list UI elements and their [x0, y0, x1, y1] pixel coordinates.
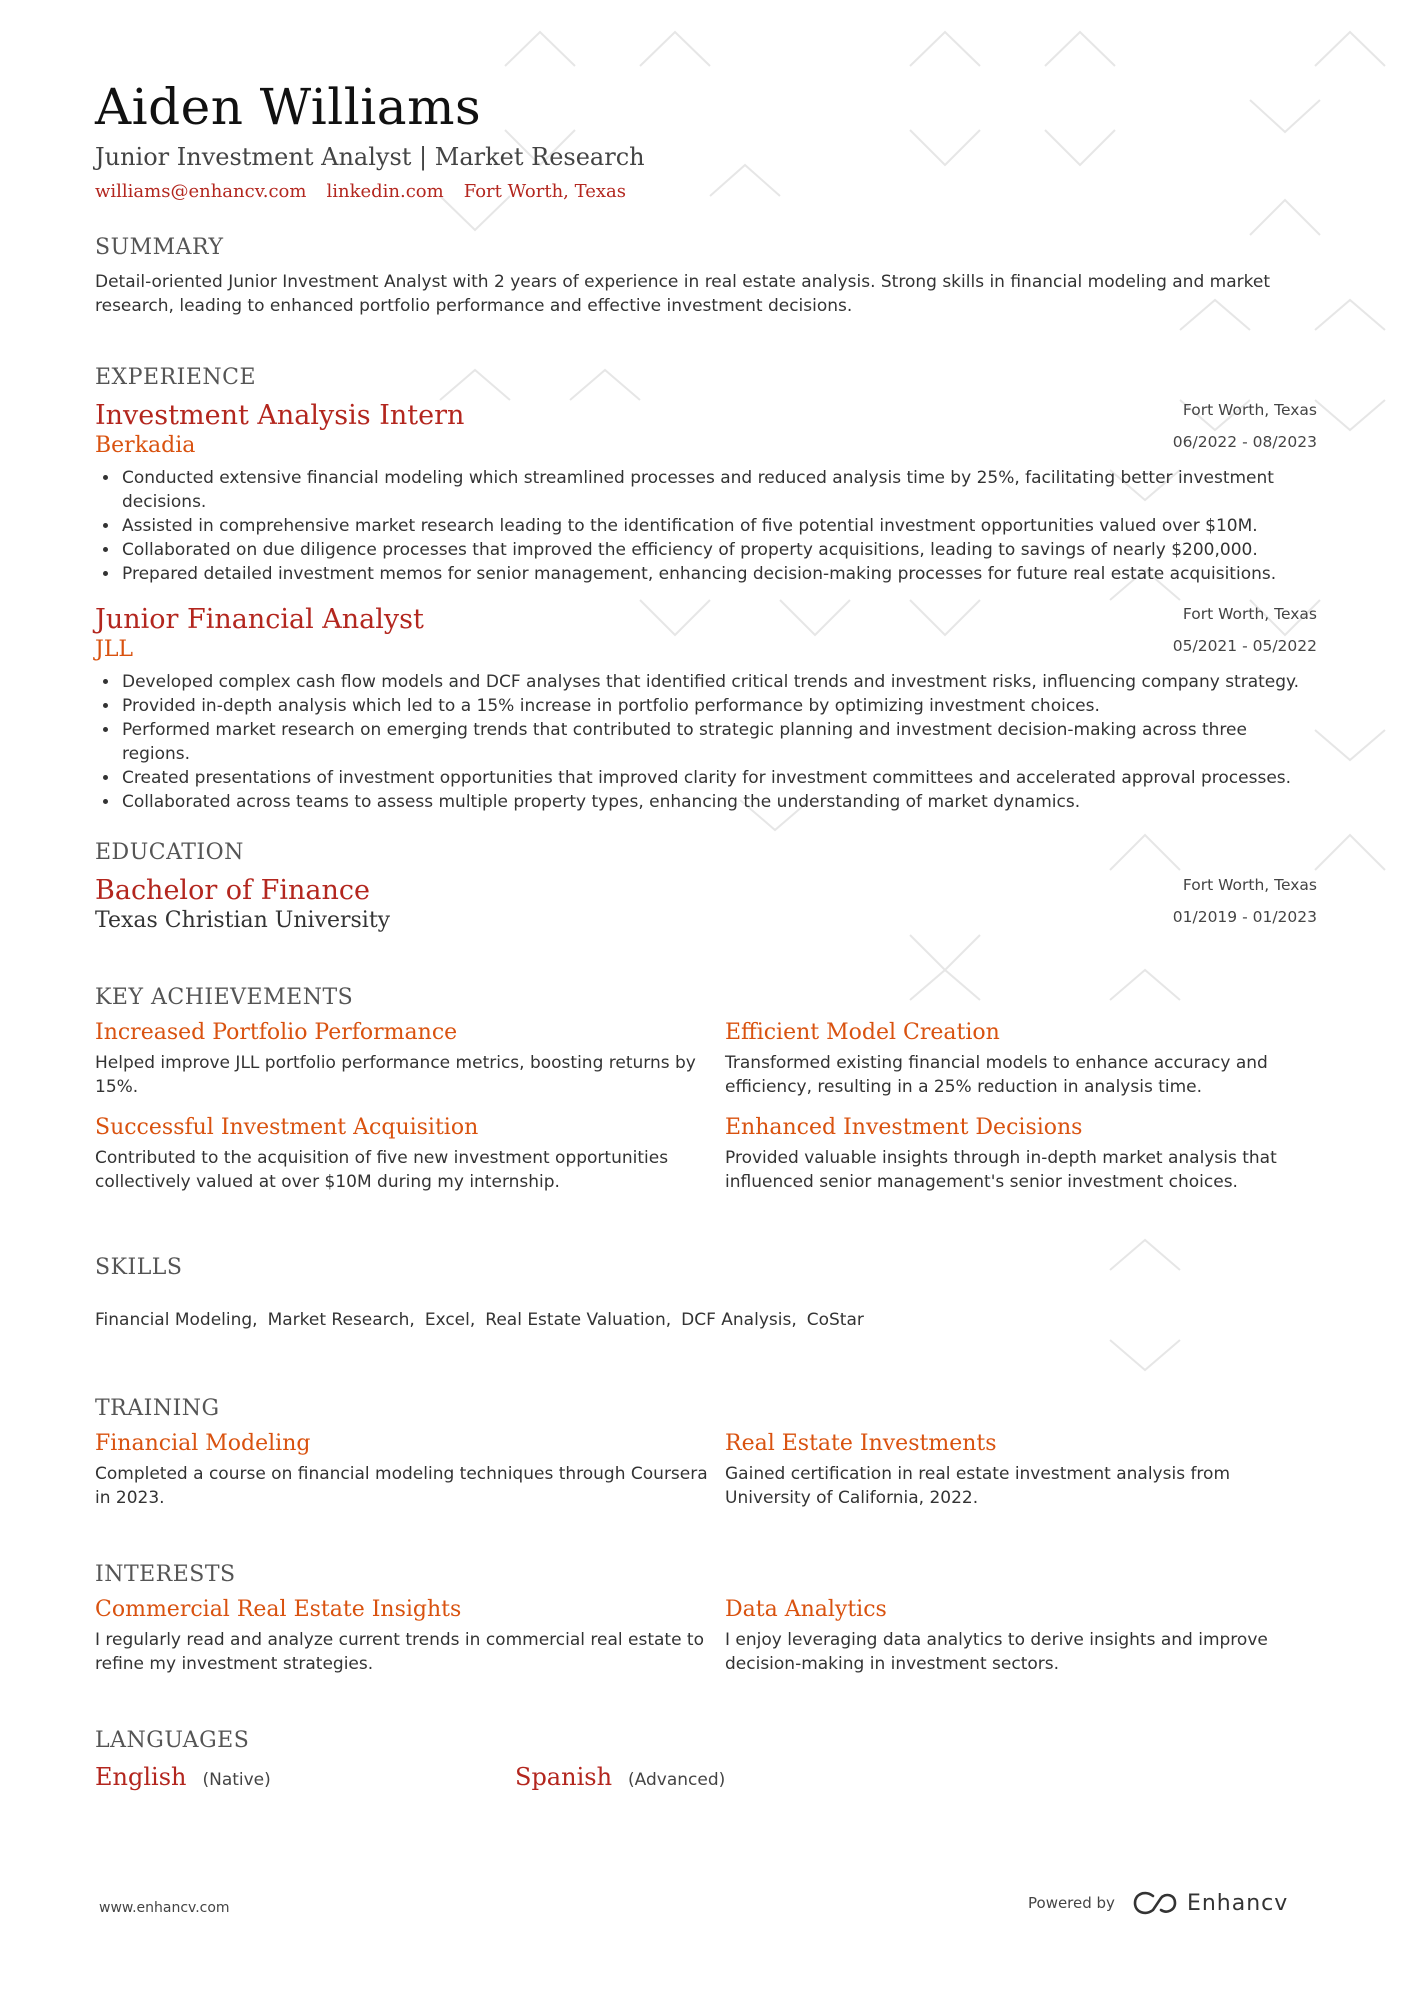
interest-item [725, 1597, 1317, 1676]
job-company: JLL [95, 637, 134, 662]
job-bullet: • Created presentations of investment opportunities that improved clarity for investment committees and accelerated approval processes. [120, 766, 1317, 790]
languages-section [95, 1728, 1317, 1791]
languages-list [95, 1763, 1317, 1791]
skill-item: Real Estate Valuation, [485, 1310, 672, 1330]
skill-item: Financial Modeling, [95, 1310, 258, 1330]
summary-section [95, 235, 1317, 318]
email-link[interactable]: williams@enhancv.com [95, 181, 307, 202]
training-grid [95, 1431, 1317, 1510]
job-dates: 05/2021 - 05/2022 [1172, 637, 1317, 655]
job-title: Junior Financial Analyst [95, 604, 424, 635]
training-title: Real Estate Investments [725, 1431, 997, 1456]
job-bullet: • Provided in-depth analysis which led to a 15% increase in portfolio performance by optimizing investment choices. [120, 694, 1317, 718]
achievements-grid [95, 1020, 1317, 1194]
achievements-heading: KEY ACHIEVEMENTS [95, 985, 354, 1010]
skill-item: CoStar [806, 1310, 864, 1330]
achievement-title: Successful Investment Acquisition [95, 1115, 479, 1140]
skill-item: DCF Analysis, [681, 1310, 797, 1330]
job-meta [1173, 598, 1317, 662]
training-item [95, 1431, 725, 1510]
job-company: Berkadia [95, 433, 196, 458]
training-heading: TRAINING [95, 1396, 220, 1421]
skill-item: Excel, [424, 1310, 476, 1330]
training-title: Financial Modeling [95, 1431, 311, 1456]
job-entry [95, 400, 1317, 586]
achievement-title: Efficient Model Creation [725, 1020, 1000, 1045]
training-section [95, 1396, 1317, 1510]
education-location: Fort Worth, Texas [1182, 876, 1317, 894]
achievement-desc: Contributed to the acquisition of five new investment opportunities collectively valued at over $10M during my internship. [95, 1148, 669, 1192]
candidate-title: Junior Investment Analyst | Market Research [95, 143, 645, 171]
brand-logo[interactable] [1133, 1890, 1288, 1916]
language-item [515, 1763, 725, 1791]
job-bullet: • Assisted in comprehensive market research leading to the identification of five potential investment opportunities valued over $10M. [120, 514, 1317, 538]
job-bullet: • Developed complex cash flow models and DCF analyses that identified critical trends and investment risks, influencing company strategy. [120, 670, 1317, 694]
skills-heading: SKILLS [95, 1255, 183, 1280]
language-name: Spanish [515, 1763, 613, 1791]
job-title: Investment Analysis Intern [95, 400, 465, 431]
brand-name: Enhancv [1186, 1890, 1289, 1916]
achievement-item [725, 1115, 1317, 1194]
experience-heading: EXPERIENCE [95, 365, 257, 390]
job-bullet: • Collaborated across teams to assess multiple property types, enhancing the understanding of market dynamics. [120, 790, 1317, 814]
interests-grid [95, 1597, 1317, 1676]
interest-item [95, 1597, 725, 1676]
summary-text: Detail-oriented Junior Investment Analyst with 2 years of experience in real estate analysis. Strong skills in financial modeling and market research, leading to enhanced portfolio performance and effective investment decisions. [95, 272, 1270, 316]
skill-item: Market Research, [267, 1310, 415, 1330]
degree-title: Bachelor of Finance [95, 875, 370, 906]
footer-branding [1028, 1890, 1288, 1916]
job-location: Fort Worth, Texas [1182, 605, 1317, 623]
language-name: English [95, 1763, 187, 1791]
job-dates: 06/2022 - 08/2023 [1172, 433, 1317, 451]
education-heading: EDUCATION [95, 840, 244, 865]
job-location: Fort Worth, Texas [1182, 401, 1317, 419]
skills-section [95, 1255, 1317, 1330]
footer-website[interactable]: www.enhancv.com [99, 1900, 230, 1916]
job-bullet: • Collaborated on due diligence processes that improved the efficiency of property acquisitions, leading to savings of nearly $200,000. [120, 538, 1317, 562]
achievement-item [95, 1020, 725, 1099]
achievement-desc: Transformed existing financial models to enhance accuracy and efficiency, resulting in a 25% reduction in analysis time. [725, 1053, 1268, 1097]
interest-desc: I enjoy leveraging data analytics to derive insights and improve decision-making in investment sectors. [725, 1630, 1268, 1674]
job-meta [1173, 394, 1317, 458]
education-section [95, 840, 1317, 933]
resume-header [95, 80, 1317, 202]
summary-heading: SUMMARY [95, 235, 224, 260]
training-desc: Completed a course on financial modeling techniques through Coursera in 2023. [95, 1464, 708, 1508]
skills-list [95, 1310, 1317, 1330]
job-entry [95, 604, 1317, 814]
achievement-item [725, 1020, 1317, 1099]
achievement-title: Increased Portfolio Performance [95, 1020, 458, 1045]
interests-heading: INTERESTS [95, 1562, 236, 1587]
languages-heading: LANGUAGES [95, 1728, 250, 1753]
candidate-name: Aiden Williams [95, 78, 482, 136]
linkedin-link[interactable]: linkedin.com [326, 181, 444, 202]
powered-by-label: Powered by [1028, 1894, 1115, 1912]
achievement-title: Enhanced Investment Decisions [725, 1115, 1083, 1140]
training-desc: Gained certification in real estate investment analysis from University of California, 2022. [725, 1464, 1231, 1508]
language-level: (Native) [202, 1770, 271, 1790]
training-item [725, 1431, 1317, 1510]
language-level: (Advanced) [628, 1770, 726, 1790]
education-entry [95, 875, 1317, 933]
job-bullets [95, 466, 1317, 586]
language-item [95, 1763, 515, 1791]
experience-section [95, 365, 1317, 814]
contact-info [95, 181, 1317, 202]
school-name: Texas Christian University [95, 908, 391, 933]
achievements-section [95, 985, 1317, 1194]
interest-title: Data Analytics [725, 1597, 887, 1622]
achievement-desc: Provided valuable insights through in-depth market analysis that influenced senior management's senior investment choices. [725, 1148, 1277, 1192]
interest-title: Commercial Real Estate Insights [95, 1597, 462, 1622]
interest-desc: I regularly read and analyze current trends in commercial real estate to refine my investment strategies. [95, 1630, 704, 1674]
job-bullet: • Conducted extensive financial modeling which streamlined processes and reduced analysis time by 25%, facilitating better investment decisions. [120, 466, 1317, 514]
job-bullet: • Prepared detailed investment memos for senior management, enhancing decision-making processes for future real estate acquisitions. [120, 562, 1317, 586]
achievement-desc: Helped improve JLL portfolio performance metrics, boosting returns by 15%. [95, 1053, 696, 1097]
interests-section [95, 1562, 1317, 1676]
education-meta [1173, 869, 1317, 933]
achievement-item [95, 1115, 725, 1194]
enhancv-logo-icon [1133, 1890, 1179, 1916]
education-dates: 01/2019 - 01/2023 [1172, 908, 1317, 926]
job-bullet: • Performed market research on emerging trends that contributed to strategic planning and investment decision-making across three regions. [120, 718, 1317, 766]
job-bullets [95, 670, 1317, 814]
location-text: Fort Worth, Texas [463, 181, 626, 202]
